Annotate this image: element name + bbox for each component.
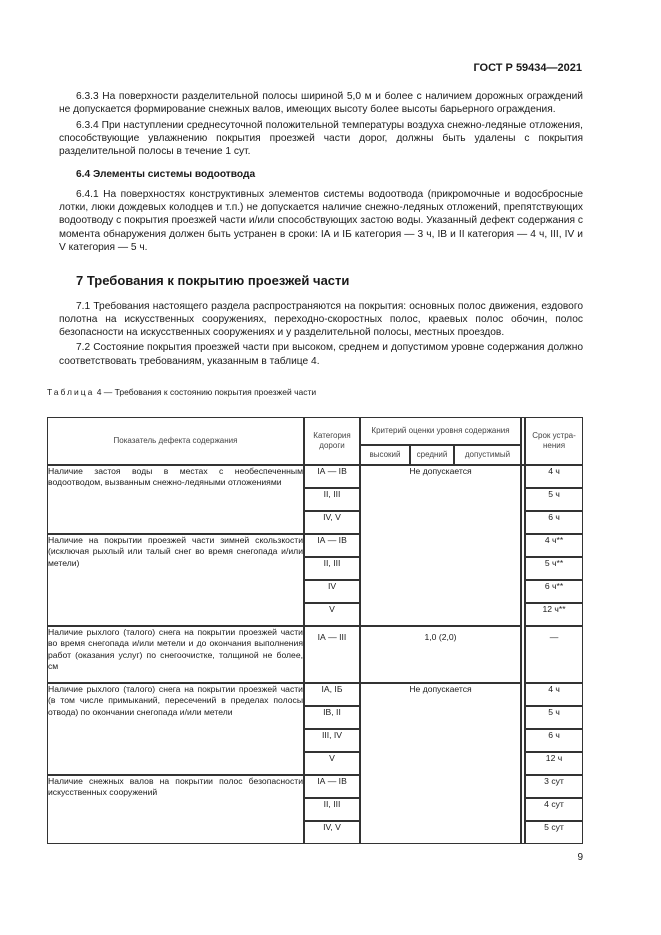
criterion-cell: Не допускается bbox=[360, 465, 521, 626]
section-title: 7 Требования к покрытию проезжей части bbox=[76, 273, 350, 289]
term-cell: 4 сут bbox=[525, 798, 583, 821]
term-cell: — bbox=[525, 626, 583, 683]
category-cell: IV, V bbox=[304, 511, 360, 534]
indicator-cell: Наличие рыхлого (талого) снега на покрытии проезжей части во время снегопада и/или метели и до окончания выполнения работ (оказания услуг) по снегоочистке, толщиной не более, см bbox=[47, 626, 304, 683]
term-cell: 5 сут bbox=[525, 821, 583, 844]
term-cell: 4 ч bbox=[525, 683, 583, 706]
subsection-title: 6.4 Элементы системы водоотвода bbox=[76, 169, 256, 181]
category-cell: II, III bbox=[304, 798, 360, 821]
table-row bbox=[47, 626, 583, 683]
term-cell: 12 ч** bbox=[525, 603, 583, 626]
term-cell: 5 ч** bbox=[525, 557, 583, 580]
term-cell: 6 ч bbox=[525, 511, 583, 534]
term-cell: 4 ч bbox=[525, 465, 583, 488]
category-cell: IV bbox=[304, 580, 360, 603]
category-cell: IА — IВ bbox=[304, 775, 360, 798]
header-term: Срок устра-нения bbox=[525, 417, 583, 465]
paragraph-6-3-3: 6.3.3 На поверхности разделительной полосы шириной 5,0 м и более с наличием дорожных ограждений не допускается формирование снежных валов, имеющих высоту более высоты барьерного ограждения. bbox=[59, 91, 583, 116]
term-cell: 3 сут bbox=[525, 775, 583, 798]
page-number: 9 bbox=[577, 852, 583, 863]
table-row bbox=[47, 683, 583, 706]
category-cell: V bbox=[304, 752, 360, 775]
header-category: Категория дороги bbox=[304, 417, 360, 465]
category-cell: IА — IВ bbox=[304, 465, 360, 488]
indicator-cell: Наличие застоя воды в местах с необеспеченным водоотводом, вызванным снежно-ледяными отложениями bbox=[47, 465, 304, 534]
category-cell: IА — IВ bbox=[304, 534, 360, 557]
category-cell: II, III bbox=[304, 488, 360, 511]
paragraph-6-3-4: 6.3.4 При наступлении среднесуточной положительной температуры воздуха снежно-ледяные отложения, способствующие увлажнению покрытия проезжей части дорог, должны быть удалены с покрытия разделительной полосы в течение 1 сут. bbox=[59, 119, 583, 158]
criterion-cell: 1,0 (2,0) bbox=[360, 626, 521, 683]
defects-table bbox=[47, 417, 583, 844]
header-criterion: Критерий оценки уровня содержания bbox=[360, 417, 521, 445]
header-medium: средний bbox=[410, 445, 454, 465]
term-cell: 5 ч bbox=[525, 706, 583, 729]
document-code: ГОСТ Р 59434—2021 bbox=[473, 62, 582, 74]
header-indicator: Показатель дефекта содержания bbox=[47, 417, 304, 465]
term-cell: 4 ч** bbox=[525, 534, 583, 557]
header-high: высокий bbox=[360, 445, 410, 465]
paragraph-7-2: 7.2 Состояние покрытия проезжей части при высоком, среднем и допустимом уровне содержания должно соответствовать требованиям, указанным в таблице 4. bbox=[59, 342, 583, 367]
indicator-cell: Наличие рыхлого (талого) снега на покрытии проезжей части (в том числе примыканий, пересечений в пределах полосы отвода) по окончании снегопада и/или метели bbox=[47, 683, 304, 775]
table-caption-text: 4 — Требования к состоянию покрытия проезжей части bbox=[94, 387, 317, 398]
indicator-cell: Наличие на покрытии проезжей части зимней скользкости (исключая рыхлый или талый снег во время снегопада и/или метели) bbox=[47, 534, 304, 626]
term-cell: 6 ч** bbox=[525, 580, 583, 603]
category-cell: IV, V bbox=[304, 821, 360, 844]
table-caption bbox=[47, 386, 583, 399]
term-cell: 5 ч bbox=[525, 488, 583, 511]
document-body bbox=[47, 90, 583, 404]
category-cell: II, III bbox=[304, 557, 360, 580]
term-cell: 6 ч bbox=[525, 729, 583, 752]
category-cell: III, IV bbox=[304, 729, 360, 752]
category-cell: IА, IБ bbox=[304, 683, 360, 706]
indicator-cell: Наличие снежных валов на покрытии полос безопасности искусственных сооружений bbox=[47, 775, 304, 844]
term-cell: 12 ч bbox=[525, 752, 583, 775]
category-cell: IА — III bbox=[304, 626, 360, 683]
criterion-cell: Не допускается bbox=[360, 683, 521, 844]
category-cell: V bbox=[304, 603, 360, 626]
category-cell: IВ, II bbox=[304, 706, 360, 729]
paragraph-6-4-1: 6.4.1 На поверхностях конструктивных элементов системы водоотвода (прикромочные и водосбросные лотки, люки дождевых колодцев и т.п.) не допускается наличие снежно-ледяных отложений, препятствующих водоотводу с покрытия проезжей части и/или способствующих застою воды. Указанный дефект содержания с момента обнаружения должен быть устранен в сроки: IА и IБ категория — 3 ч, IВ и II категория — 4 ч, III, IV и V категория — 5 ч. bbox=[59, 188, 583, 253]
table-caption-prefix: Таблица bbox=[47, 387, 95, 398]
table-row bbox=[47, 465, 583, 488]
paragraph-7-1: 7.1 Требования настоящего раздела распространяются на покрытия: основных полос движения, ездового полотна на искусственных сооружениях, переходно-скоростных полос, краевых полос обочин, полос безопасности на искусственных сооружениях и у разделительной полосы, местных проездов. bbox=[59, 300, 583, 339]
header-acceptable: допустимый bbox=[454, 445, 521, 465]
